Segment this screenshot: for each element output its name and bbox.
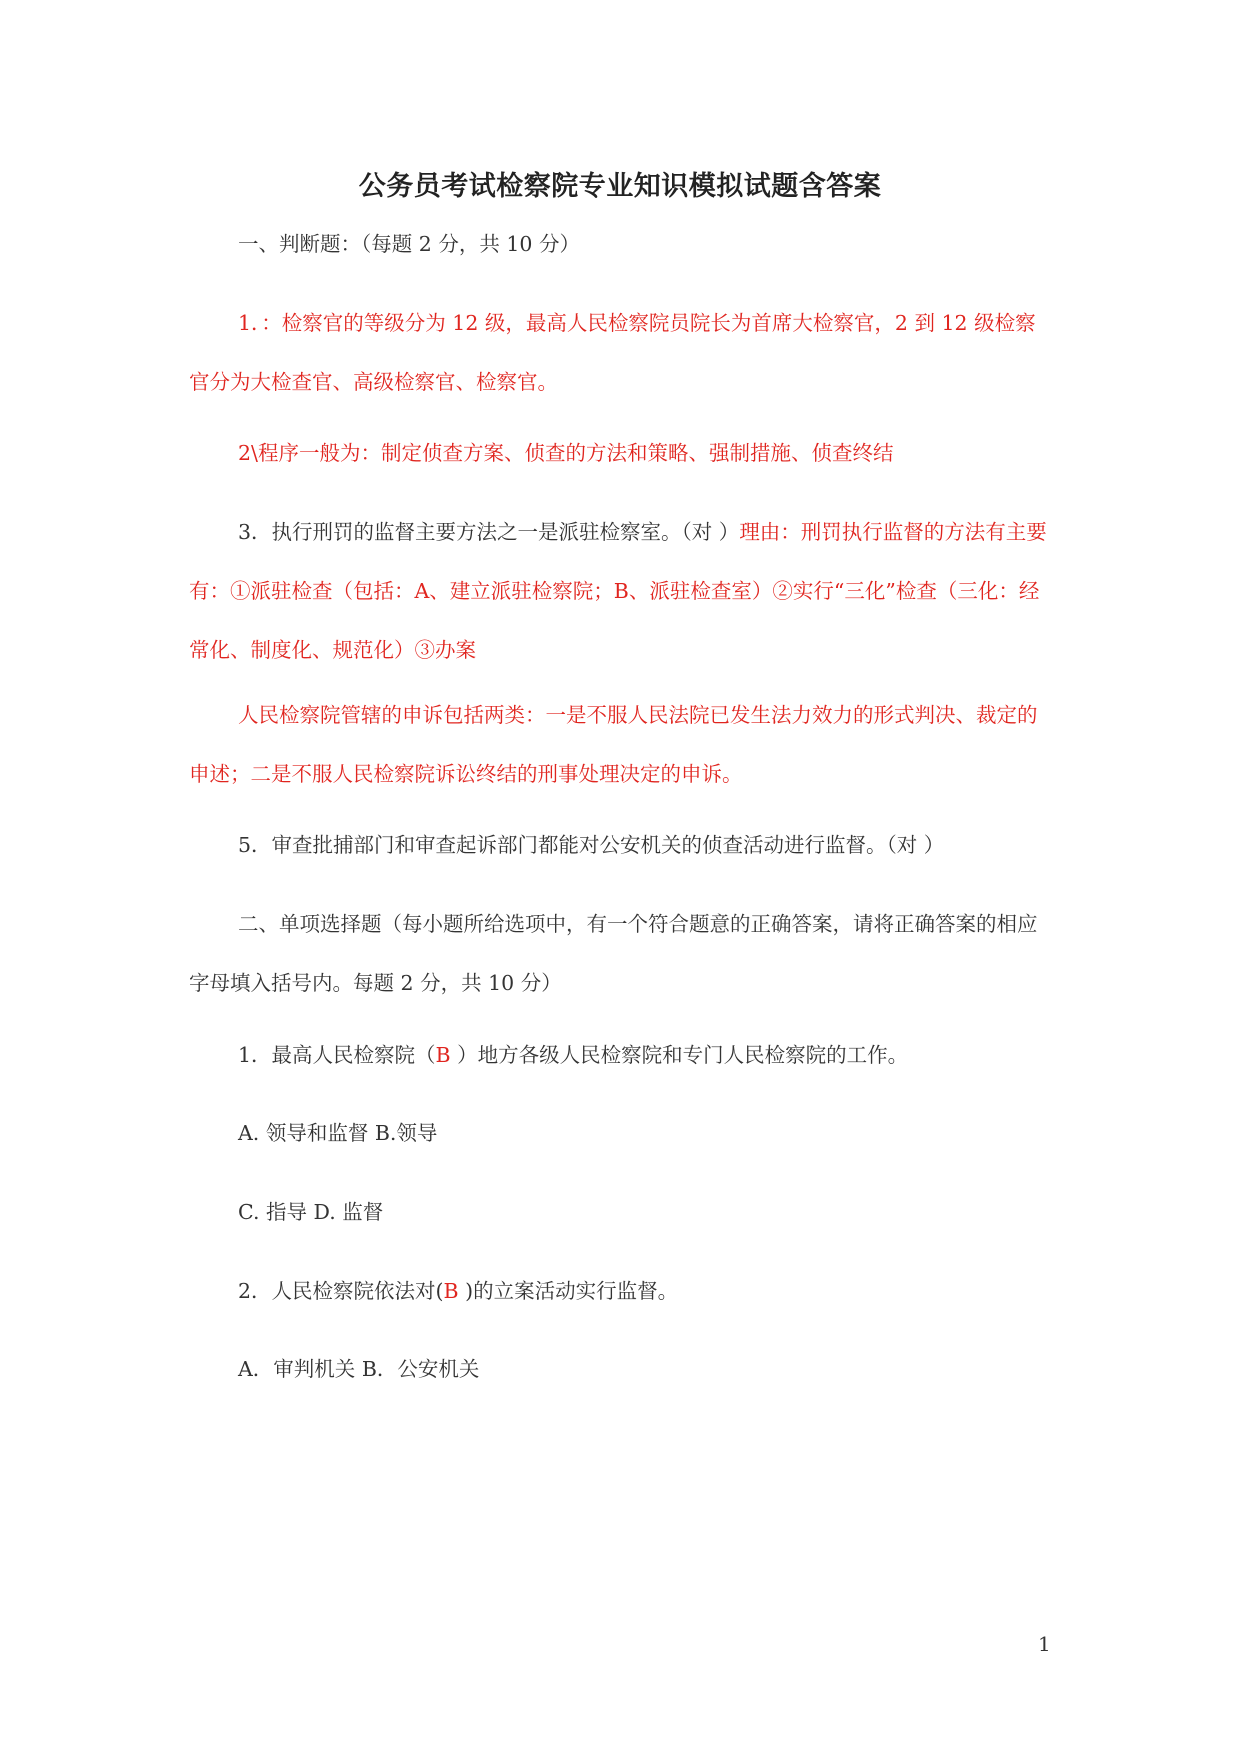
mc-question-2 — [189, 1262, 1054, 1321]
mc-question-1 — [189, 1026, 1054, 1085]
question-1: 1．：检察官的等级分为 12 级，最高人民检察院员院长为首席大检察官，2 到 12 级检察官分为大检查官、高级检察官、检察官。 — [189, 311, 1036, 394]
question-5: 5．审查批捕部门和审查起诉部门都能对公安机关的侦查活动进行监督。（对 ） — [238, 833, 945, 857]
question-2: 2\程序一般为：制定侦查方案、侦查的方法和策略、强制措施、侦查终结 — [238, 441, 894, 465]
question-3 — [189, 503, 1054, 680]
mc-question-1-before: 1．最高人民检察院（ — [238, 1043, 436, 1067]
mc-question-1-options-ab: A. 领导和监督 B.领导 — [238, 1121, 438, 1145]
mc-question-1-after: ）地方各级人民检察院和专门人民检察院的工作。 — [450, 1043, 909, 1067]
document-title: 公务员考试检察院专业知识模拟试题含答案 — [358, 171, 882, 202]
mc-question-2-after: )的立案活动实行监督。 — [458, 1279, 679, 1303]
question-3-reason: 理由：刑罚执行监督的方法有主要有：①派驻检查（包括：A、建立派驻检察院；B、派驻检查室）②实行“三化”检查（三化：经常化、制度化、规范化）③办案 — [189, 520, 1047, 662]
mc-question-2-options-ab: A．审判机关 B．公安机关 — [238, 1357, 480, 1381]
mc-question-2-before: 2．人民检察院依法对( — [238, 1279, 444, 1303]
mc-question-2-answer: B — [443, 1279, 459, 1303]
section2-heading: 二、单项选择题（每小题所给选项中，有一个符合题意的正确答案，请将正确答案的相应字母填入括号内。每题 2 分，共 10 分） — [189, 912, 1038, 995]
page-number: 1 — [1038, 1632, 1051, 1656]
mc-question-1-answer: B — [435, 1043, 451, 1067]
question-4: 人民检察院管辖的申诉包括两类：一是不服人民法院已发生法力效力的形式判决、裁定的申述；二是不服人民检察院诉讼终结的刑事处理决定的申诉。 — [189, 703, 1038, 786]
question-3-statement: 3．执行刑罚的监督主要方法之一是派驻检察室。（对 ） — [238, 520, 740, 544]
mc-question-1-options-cd: C. 指导 D. 监督 — [238, 1200, 384, 1224]
section1-heading: 一、判断题：（每题 2 分，共 10 分） — [238, 232, 580, 256]
